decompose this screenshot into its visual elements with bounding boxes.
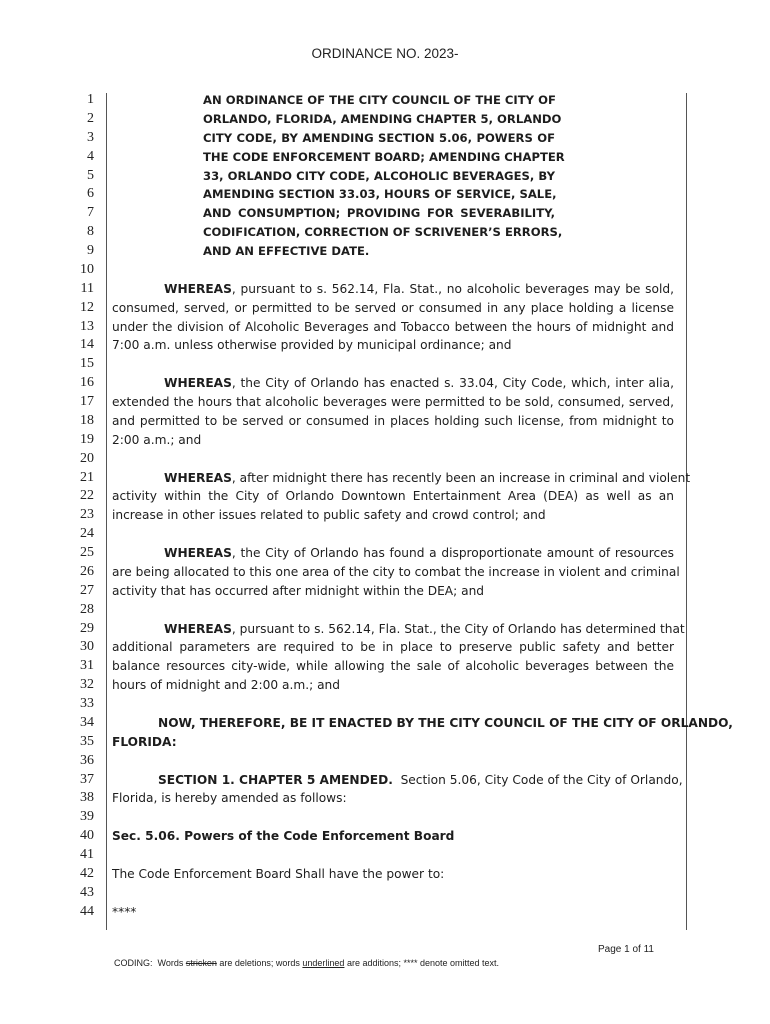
whereas-label: WHEREAS	[164, 281, 232, 296]
whereas-1-first-line: WHEREAS, pursuant to s. 562.14, Fla. Stat., no alcoholic beverages may be sold,	[164, 281, 674, 296]
line-number: 40	[80, 828, 94, 844]
line-number: 14	[80, 337, 94, 353]
ordinance-title-block	[112, 91, 565, 261]
line-number: 42	[80, 865, 94, 881]
line-number: 39	[80, 809, 94, 825]
line-number: 2	[87, 110, 94, 126]
line-number: 32	[80, 677, 94, 693]
line-number: 23	[80, 507, 94, 523]
whereas-label: WHEREAS	[164, 376, 232, 391]
coding-legend: CODING: Words stricken are deletions; words underlined are additions; **** denote omitted text.	[114, 958, 500, 968]
line-number: 12	[80, 299, 94, 315]
line-number: 26	[80, 563, 94, 579]
stricken-example: stricken	[185, 958, 217, 968]
line-number: 31	[80, 658, 94, 674]
omitted-text-marker: ****	[112, 904, 137, 919]
section-1-first-line: SECTION 1. CHAPTER 5 AMENDED. Section 5.06, City Code of the City of Orlando,	[158, 772, 683, 787]
section-1-line: Florida, is hereby amended as follows:	[112, 791, 347, 806]
underlined-example: underlined	[302, 958, 345, 968]
whereas-2-line: extended the hours that alcoholic beverages were permitted to be sold, consumed, served,	[112, 395, 674, 409]
line-number: 9	[87, 243, 94, 258]
title-line: AN ORDINANCE OF THE CITY COUNCIL OF THE CITY OF	[203, 93, 556, 107]
line-number: 13	[80, 318, 94, 334]
line-number: 8	[87, 224, 94, 240]
powers-intro-line: The Code Enforcement Board Shall have the power to:	[112, 866, 445, 881]
line-number-gutter	[60, 91, 94, 922]
right-margin-rule	[686, 93, 687, 930]
line-number: 43	[80, 884, 94, 900]
line-number: 41	[80, 847, 94, 862]
whereas-5-line: hours of midnight and 2:00 a.m.; and	[112, 678, 341, 693]
line-number: 34	[80, 714, 94, 730]
line-number: 28	[80, 601, 94, 617]
line-number: 37	[80, 771, 94, 787]
whereas-1-line: under the division of Alcoholic Beverages and Tobacco between the hours of midnight and	[112, 319, 674, 334]
title-line: AND CONSUMPTION; PROVIDING FOR SEVERABILITY,	[203, 206, 555, 221]
whereas-4-line: activity that has occurred after midnight within the DEA; and	[112, 583, 485, 598]
line-number: 17	[80, 394, 94, 409]
ordinance-title-header: ORDINANCE NO. 2023-	[311, 46, 459, 61]
line-number: 10	[80, 261, 94, 277]
title-line: AMENDING SECTION 33.03, HOURS OF SERVICE, SALE,	[203, 187, 557, 202]
title-line: THE CODE ENFORCEMENT BOARD; AMENDING CHAPTER	[203, 149, 565, 164]
line-number: 30	[80, 639, 94, 655]
line-number: 16	[80, 375, 94, 391]
line-number: 3	[87, 129, 94, 145]
enacting-clause-line: FLORIDA:	[112, 734, 177, 749]
page-number: Page 1 of 11	[598, 944, 654, 955]
whereas-3-line: increase in other issues related to public safety and crowd control; and	[112, 508, 546, 523]
whereas-3-line: activity within the City of Orlando Downtown Entertainment Area (DEA) as well as an	[112, 489, 674, 504]
whereas-5-line: balance resources city-wide, while allowing the sale of alcoholic beverages between the	[112, 659, 674, 674]
enacting-clause-line: NOW, THEREFORE, BE IT ENACTED BY THE CITY COUNCIL OF THE CITY OF ORLANDO,	[158, 715, 733, 730]
line-number: 11	[80, 280, 94, 296]
whereas-1-line: 7:00 a.m. unless otherwise provided by municipal ordinance; and	[112, 338, 512, 353]
line-number: 36	[80, 752, 94, 768]
line-number: 7	[87, 205, 94, 221]
title-line: ORLANDO, FLORIDA, AMENDING CHAPTER 5, ORLANDO	[203, 111, 562, 126]
line-number: 15	[80, 356, 94, 372]
line-number: 27	[80, 582, 94, 598]
whereas-1-line: consumed, served, or permitted to be served or consumed in any place holding a license	[112, 300, 674, 315]
title-line: CITY CODE, BY AMENDING SECTION 5.06, POWERS OF	[203, 130, 555, 145]
line-number: 6	[87, 186, 94, 202]
whereas-label: WHEREAS	[164, 546, 232, 560]
whereas-2-line: and permitted to be served or consumed in places holding such license, from midnight to	[112, 413, 674, 428]
line-number: 44	[80, 903, 94, 919]
line-number: 24	[80, 526, 94, 542]
line-number: 20	[80, 450, 94, 466]
line-number: 29	[80, 620, 94, 636]
whereas-2-line: 2:00 a.m.; and	[112, 432, 202, 447]
section-5-06-heading: Sec. 5.06. Powers of the Code Enforcement Board	[112, 829, 455, 844]
line-number: 19	[80, 431, 94, 447]
line-number: 33	[80, 696, 94, 711]
line-number: 25	[80, 545, 94, 560]
document-body	[112, 91, 733, 922]
whereas-2-first-line: WHEREAS, the City of Orlando has enacted s. 33.04, City Code, which, inter alia,	[164, 376, 674, 391]
whereas-label: WHEREAS	[164, 621, 232, 636]
whereas-3-first-line: WHEREAS, after midnight there has recently been an increase in criminal and violent	[164, 470, 691, 485]
line-number: 22	[80, 488, 94, 504]
line-number: 18	[80, 412, 94, 428]
left-margin-rule	[106, 93, 107, 930]
whereas-5-first-line: WHEREAS, pursuant to s. 562.14, Fla. Stat., the City of Orlando has determined that	[164, 621, 685, 636]
section-1-heading: SECTION 1. CHAPTER 5 AMENDED.	[158, 772, 393, 787]
line-number: 1	[87, 92, 94, 107]
title-line: 33, ORLANDO CITY CODE, ALCOHOLIC BEVERAGES, BY	[203, 168, 555, 183]
title-line: CODIFICATION, CORRECTION OF SCRIVENER’S ERRORS,	[203, 225, 563, 240]
whereas-label: WHEREAS	[164, 470, 232, 485]
title-line: AND AN EFFECTIVE DATE.	[203, 244, 370, 258]
whereas-5-line: additional parameters are required to be in place to preserve public safety and better	[112, 640, 674, 655]
line-number: 21	[80, 469, 94, 485]
line-number: 35	[80, 733, 94, 749]
line-number: 5	[87, 167, 94, 183]
line-number: 4	[87, 148, 94, 164]
whereas-4-line: are being allocated to this one area of the city to combat the increase in violent and criminal	[112, 564, 680, 579]
whereas-4-first-line: WHEREAS, the City of Orlando has found a disproportionate amount of resources	[164, 546, 674, 560]
line-number: 38	[80, 790, 94, 806]
